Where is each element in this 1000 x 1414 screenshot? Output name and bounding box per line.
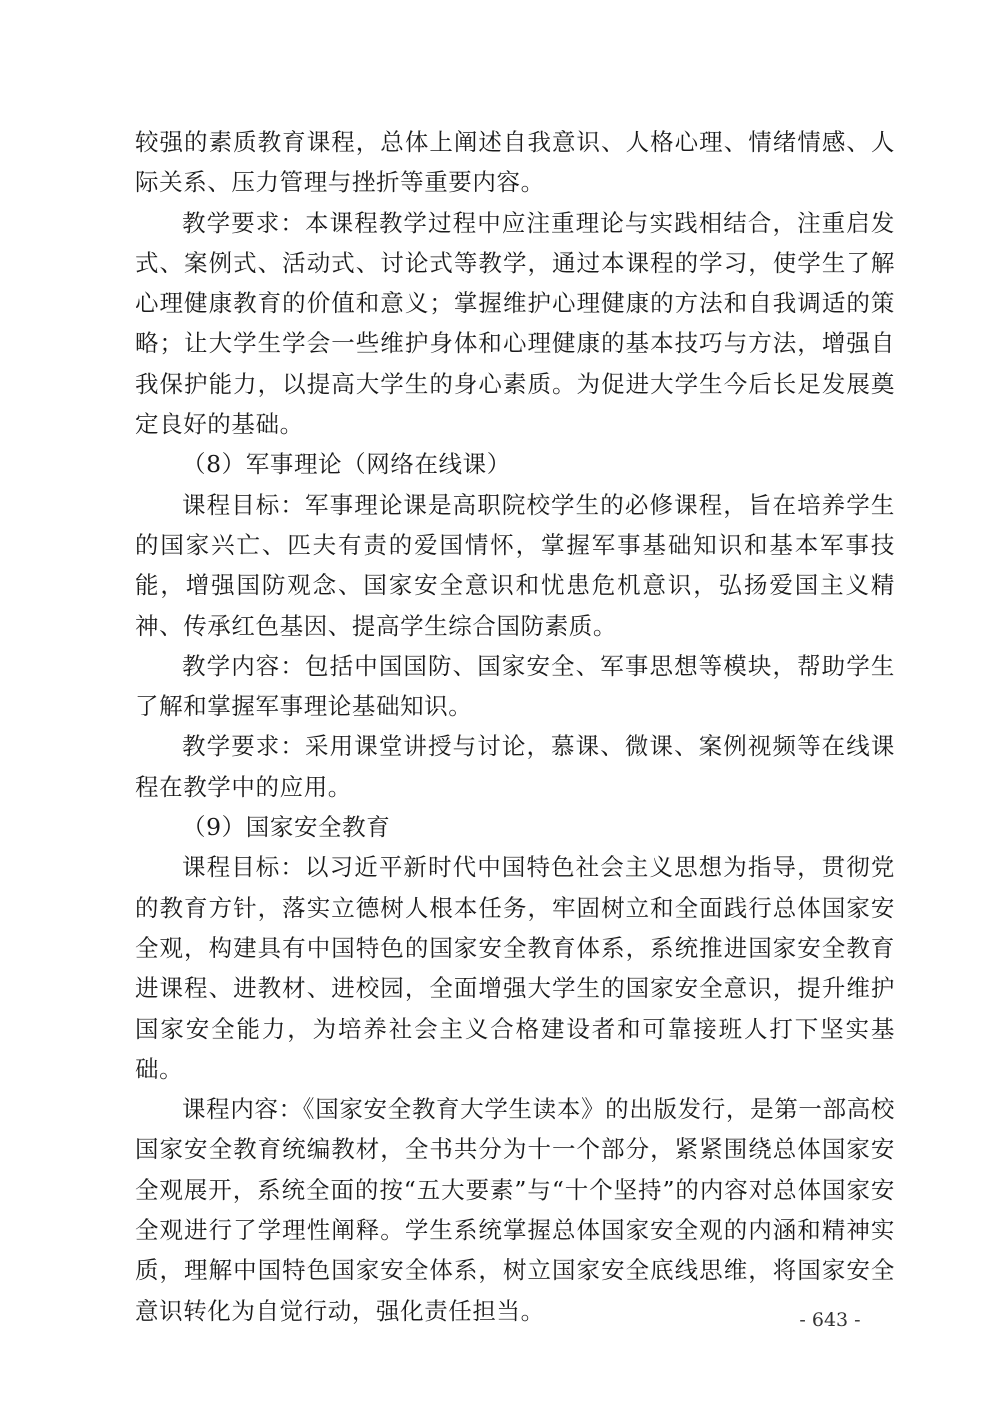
page-number: - 643 - [799, 1309, 861, 1331]
paragraph-course-objective: 课程目标：军事理论课是高职院校学生的必修课程，旨在培养学生的国家兴亡、匹夫有责的爱国情怀，掌握军事基础知识和基本军事技能，增强国防观念、国家安全意识和忧患危机意识，弘扬爱国主义精神、传承红色基因、提高学生综合国防素质。 [135, 490, 895, 640]
paragraph-course-content: 课程内容：《国家安全教育大学生读本》的出版发行，是第一部高校国家安全教育统编教材，全书共分为十一个部分，紧紧围绕总体国家安全观展开，系统全面的按“五大要素”与“十个坚持”的内容对总体国家安全观进行了学理性阐释。学生系统掌握总体国家安全观的内涵和精神实质，理解中国特色国家安全体系，树立国家安全底线思维，将国家安全意识转化为自觉行动，强化责任担当。 [135, 1095, 895, 1325]
paragraph-course-objective: 课程目标：以习近平新时代中国特色社会主义思想为指导，贯彻党的教育方针，落实立德树人根本任务，牢固树立和全面践行总体国家安全观，构建具有中国特色的国家安全教育体系，系统推进国家安全教育进课程、进教材、进校园，全面增强大学生的国家安全意识，提升维护国家安全能力，为培养社会主义合格建设者和可靠接班人打下坚实基础。 [135, 853, 895, 1083]
section-heading-military-theory: （8）军事理论（网络在线课） [182, 450, 511, 479]
paragraph-teaching-requirements: 教学要求：本课程教学过程中应注重理论与实践相结合，注重启发式、案例式、活动式、讨论式等教学，通过本课程的学习，使学生了解心理健康教育的价值和意义；掌握维护心理健康的方法和自我调适的策略；让大学生学会一些维护身体和心理健康的基本技巧与方法，增强自我保护能力，以提高大学生的身心素质。为促进大学生今后长足发展奠定良好的基础。 [135, 208, 895, 439]
paragraph-teaching-content: 教学内容：包括中国国防、国家安全、军事思想等模块，帮助学生了解和掌握军事理论基础知识。 [135, 651, 895, 721]
section-heading-national-security: （9）国家安全教育 [182, 813, 391, 842]
paragraph-teaching-requirements: 教学要求：采用课堂讲授与讨论，慕课、微课、案例视频等在线课程在教学中的应用。 [135, 732, 895, 801]
paragraph-continuation: 较强的素质教育课程，总体上阐述自我意识、人格心理、情绪情感、人际关系、压力管理与挫折等重要内容。 [135, 128, 895, 197]
document-body [135, 122, 895, 1331]
